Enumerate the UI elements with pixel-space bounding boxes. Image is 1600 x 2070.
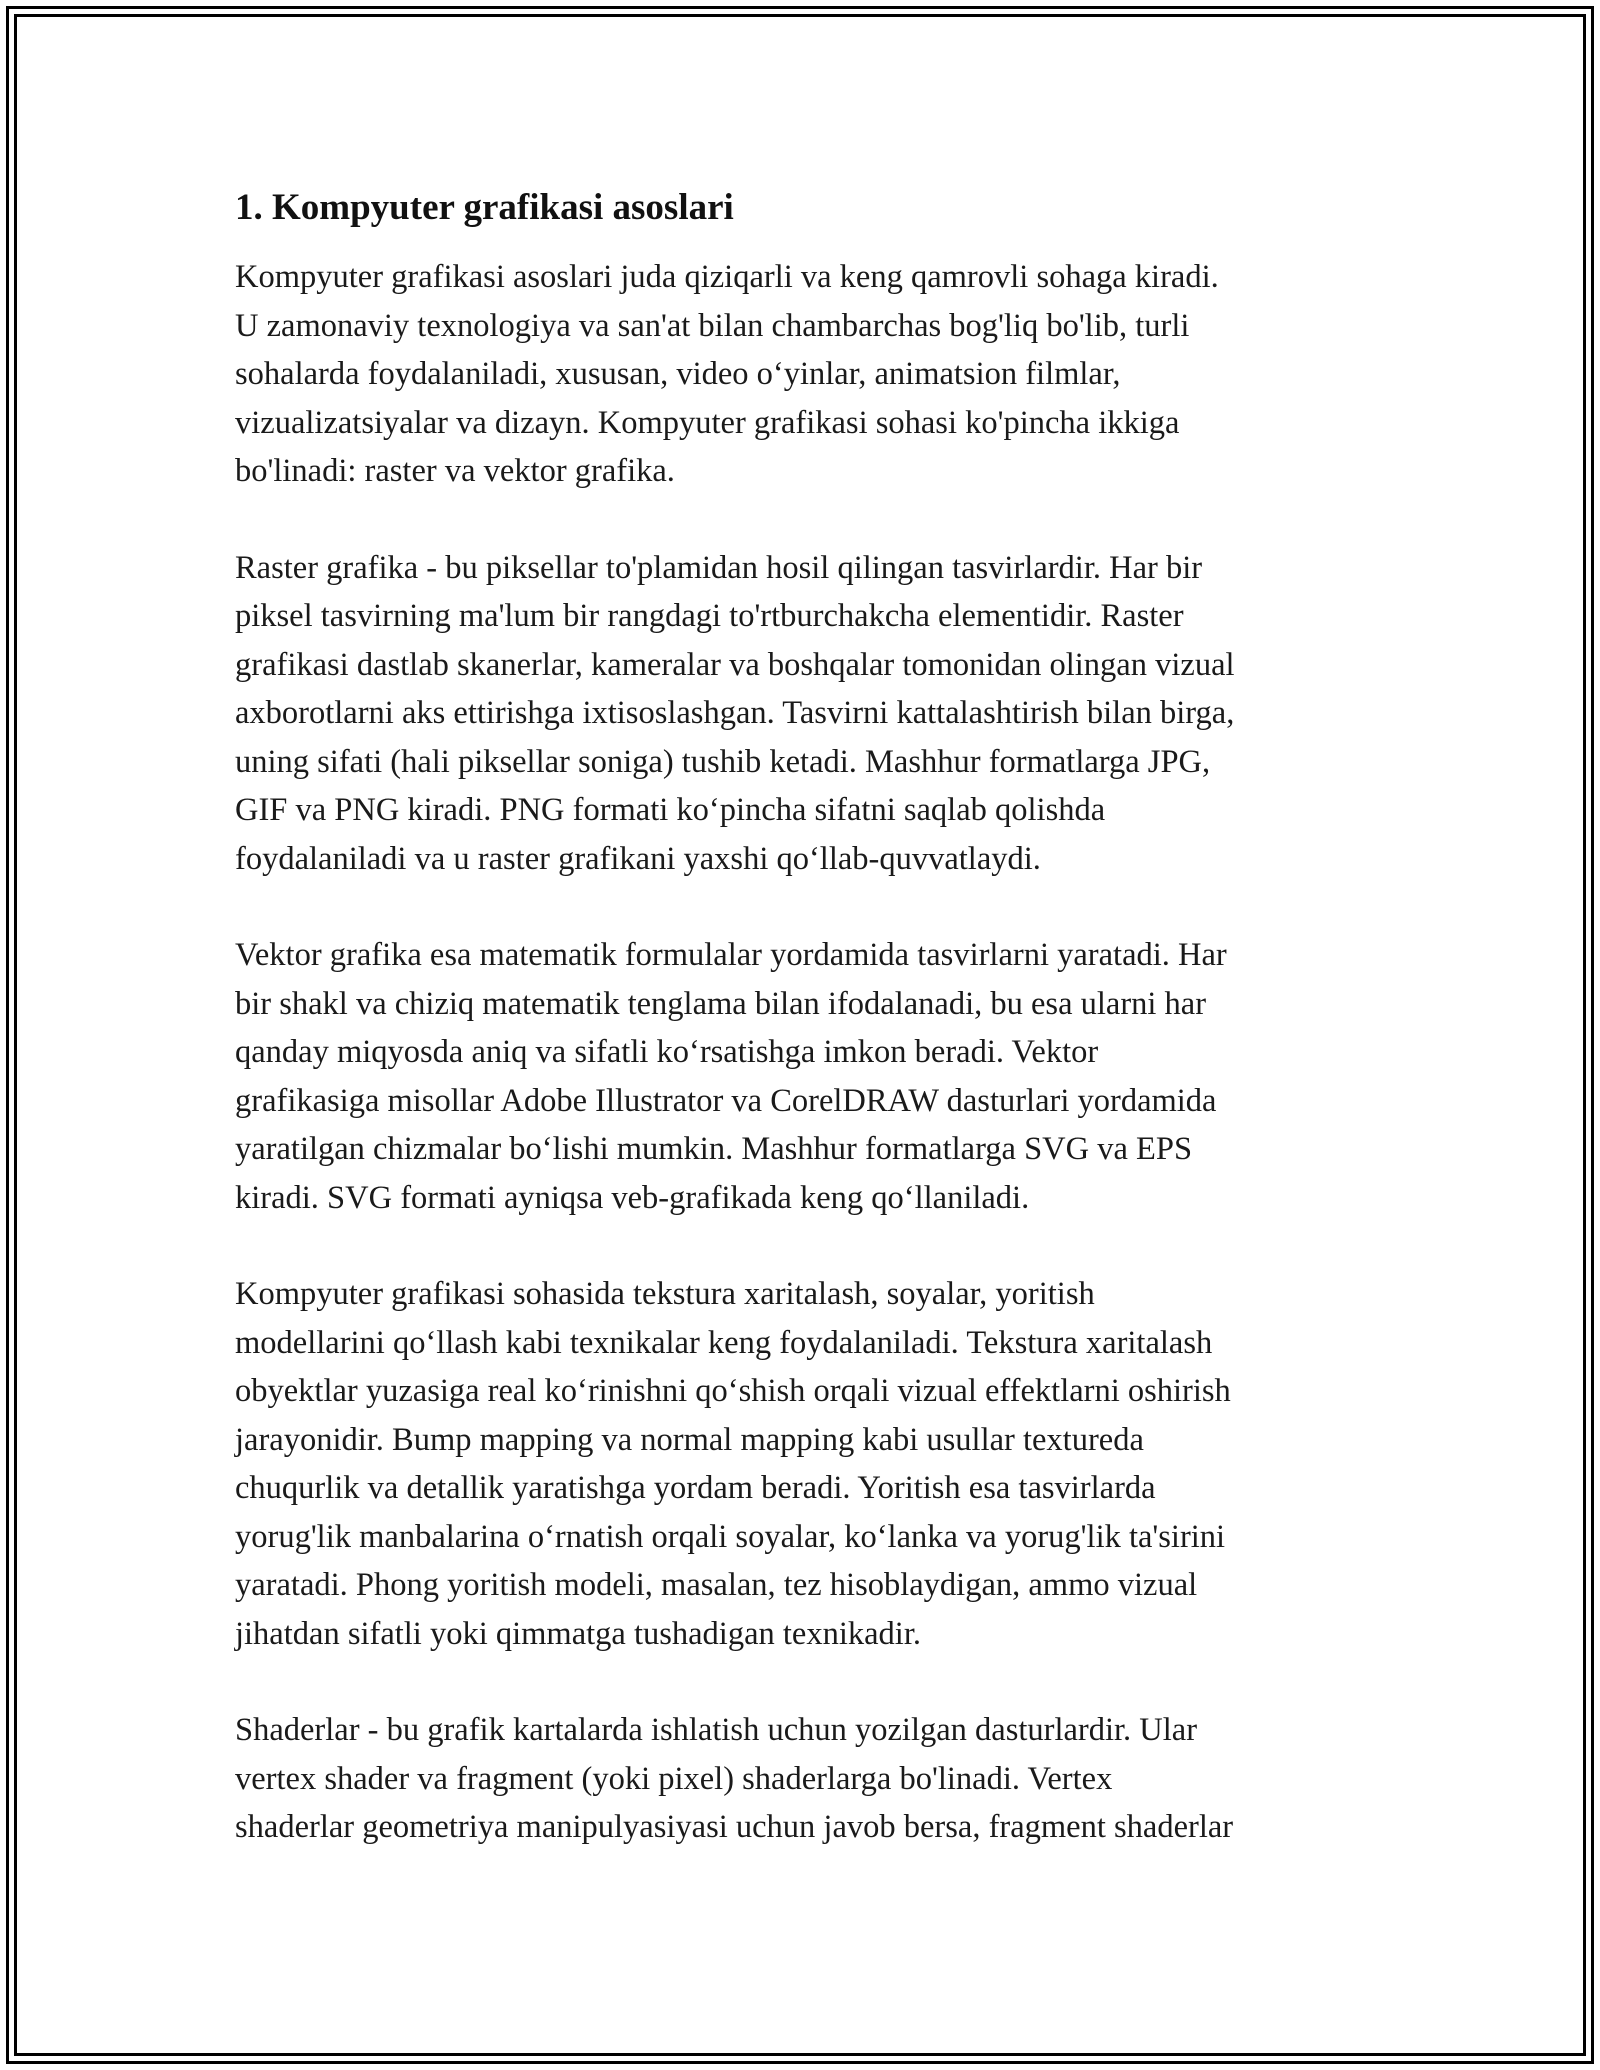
paragraph-raster-graphics: Raster grafika - bu piksellar to'plamidan hosil qilingan tasvirlardir. Har bir piksel tasvirning ma'lum bir rangdagi to'rtburchakcha elementidir. Raster grafikasi dastlab skanerlar, kameralar va boshqalar tomonidan olingan vizual axborotlarni aks ettirishga ixtisoslashgan. Tasvirni kattalashtirish bilan birga, uning sifati (hali piksellar soniga) tushib ketadi. Mashhur formatlarga JPG, GIF va PNG kiradi. PNG formati ko‘pincha sifatni saqlab qolishda foydalaniladi va u raster grafikani yaxshi qo‘llab-quvvatlaydi.	[235, 549, 1235, 877]
paragraph-intro: Kompyuter grafikasi asoslari juda qiziqarli va keng qamrovli sohaga kiradi. U zamonaviy texnologiya va san'at bilan chambarchas bog'liq bo'lib, turli sohalarda foydalaniladi, xususan, video o‘yinlar, animatsion filmlar, vizualizatsiyalar va dizayn. Kompyuter grafikasi sohasi ko'pincha ikkiga bo'linadi: raster va vektor grafika.	[235, 259, 1219, 489]
paragraph-vector-graphics: Vektor grafika esa matematik formulalar yordamida tasvirlarni yaratadi. Har bir shakl va chiziq matematik tenglama bilan ifodalanadi, bu esa ularni har qanday miqyosda aniq va sifatli ko‘rsatishga imkon beradi. Vektor grafikasiga misollar Adobe Illustrator va CorelDRAW dasturlari yordamida yaratilgan chizmalar bo‘lishi mumkin. Mashhur formatlarga SVG va EPS kiradi. SVG formati ayniqsa veb-grafikada keng qo‘llaniladi.	[235, 937, 1227, 1216]
paragraph-shaders: Shaderlar - bu grafik kartalarda ishlatish uchun yozilgan dasturlardir. Ular vertex shader va fragment (yoki pixel) shaderlarga bo'linadi. Vertex shaderlar geometriya manipulyasiyasi uchun javob bersa, fragment shaderlar	[235, 1712, 1234, 1845]
paragraph-texturing-lighting: Kompyuter grafikasi sohasida tekstura xaritalash, soyalar, yoritish modellarini qo‘llash kabi texnikalar keng foydalaniladi. Tekstura xaritalash obyektlar yuzasiga real ko‘rinishni qo‘shish orqali vizual effektlarni oshirish jarayonidir. Bump mapping va normal mapping kabi usullar textureda chuqurlik va detallik yaratishga yordam beradi. Yoritish esa tasvirlarda yorug'lik manbalarina o‘rnatish orqali soyalar, ko‘lanka va yorug'lik ta'sirini yaratadi. Phong yoritish modeli, masalan, tez hisoblaydigan, ammo vizual jihatdan sifatli yoki qimmatga tushadigan texnikadir.	[235, 1276, 1231, 1652]
document-body	[235, 184, 1375, 1852]
section-heading: 1. Kompyuter grafikasi asoslari	[235, 187, 734, 228]
